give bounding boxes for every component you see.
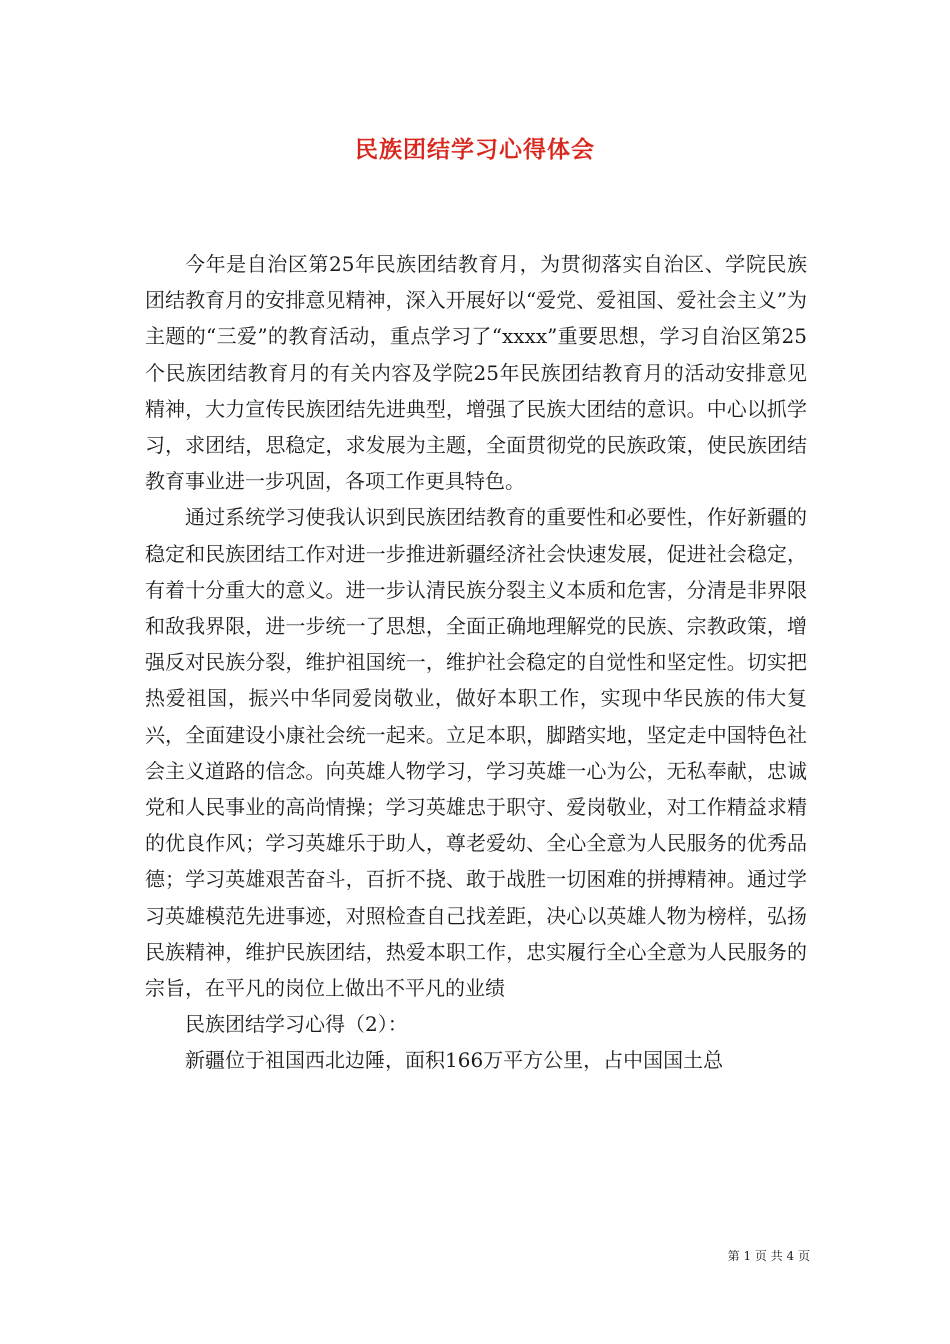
document-title: 民族团结学习心得体会 xyxy=(355,136,595,163)
page-number: 第 1 页 共 4 页 xyxy=(727,1249,810,1263)
section-heading: 民族团结学习心得（2）： xyxy=(185,1012,408,1037)
paragraph: 通过系统学习使我认识到民族团结教育的重要性和必要性，作好新疆的稳定和民族团结工作对进一步推进新疆经济社会快速发展，促进社会稳定，有着十分重大的意义。进一步认清民族分裂主义本质和危害，分清是非界限和敌我界限，进一步统一了思想，全面正确地理解党的民族、宗教政策，增强反对民族分裂，维护祖国统一，维护社会稳定的自觉性和坚定性。切实把热爱祖国，振兴中华同爱岗敬业，做好本职工作，实现中华民族的伟大复兴，全面建设小康社会统一起来。立足本职，脚踏实地，坚定走中国特色社会主义道路的信念。向英雄人物学习，学习英雄一心为公，无私奉献，忠诚党和人民事业的高尚情操；学习英雄忠于职守、爱岗敬业，对工作精益求精的优良作风；学习英雄乐于助人，尊老爱幼、全心全意为人民服务的优秀品德；学习英雄艰苦奋斗，百折不挠、敢于战胜一切困难的拼搏精神。通过学习英雄模范先进事迹，对照检查自己找差距，决心以英雄人物为榜样，弘扬民族精神，维护民族团结，热爱本职工作，忠实履行全心全意为人民服务的宗旨，在平凡的岗位上做出不平凡的业绩 xyxy=(145,505,807,1001)
paragraph: 今年是自治区第25年民族团结教育月，为贯彻落实自治区、学院民族团结教育月的安排意见精神，深入开展好以“爱党、爱祖国、爱社会主义”为主题的“三爱”的教育活动，重点学习了“xxxx”重要思想，学习自治区第25个民族团结教育月的有关内容及学院25年民族团结教育月的活动安排意见精神，大力宣传民族团结先进典型，增强了民族大团结的意识。中心以抓学习，求团结，思稳定，求发展为主题，全面贯彻党的民族政策，使民族团结教育事业进一步巩固，各项工作更具特色。 xyxy=(145,252,807,494)
document-body xyxy=(145,246,807,1079)
paragraph: 新疆位于祖国西北边陲，面积166万平方公里，占中国国土总 xyxy=(185,1048,724,1073)
